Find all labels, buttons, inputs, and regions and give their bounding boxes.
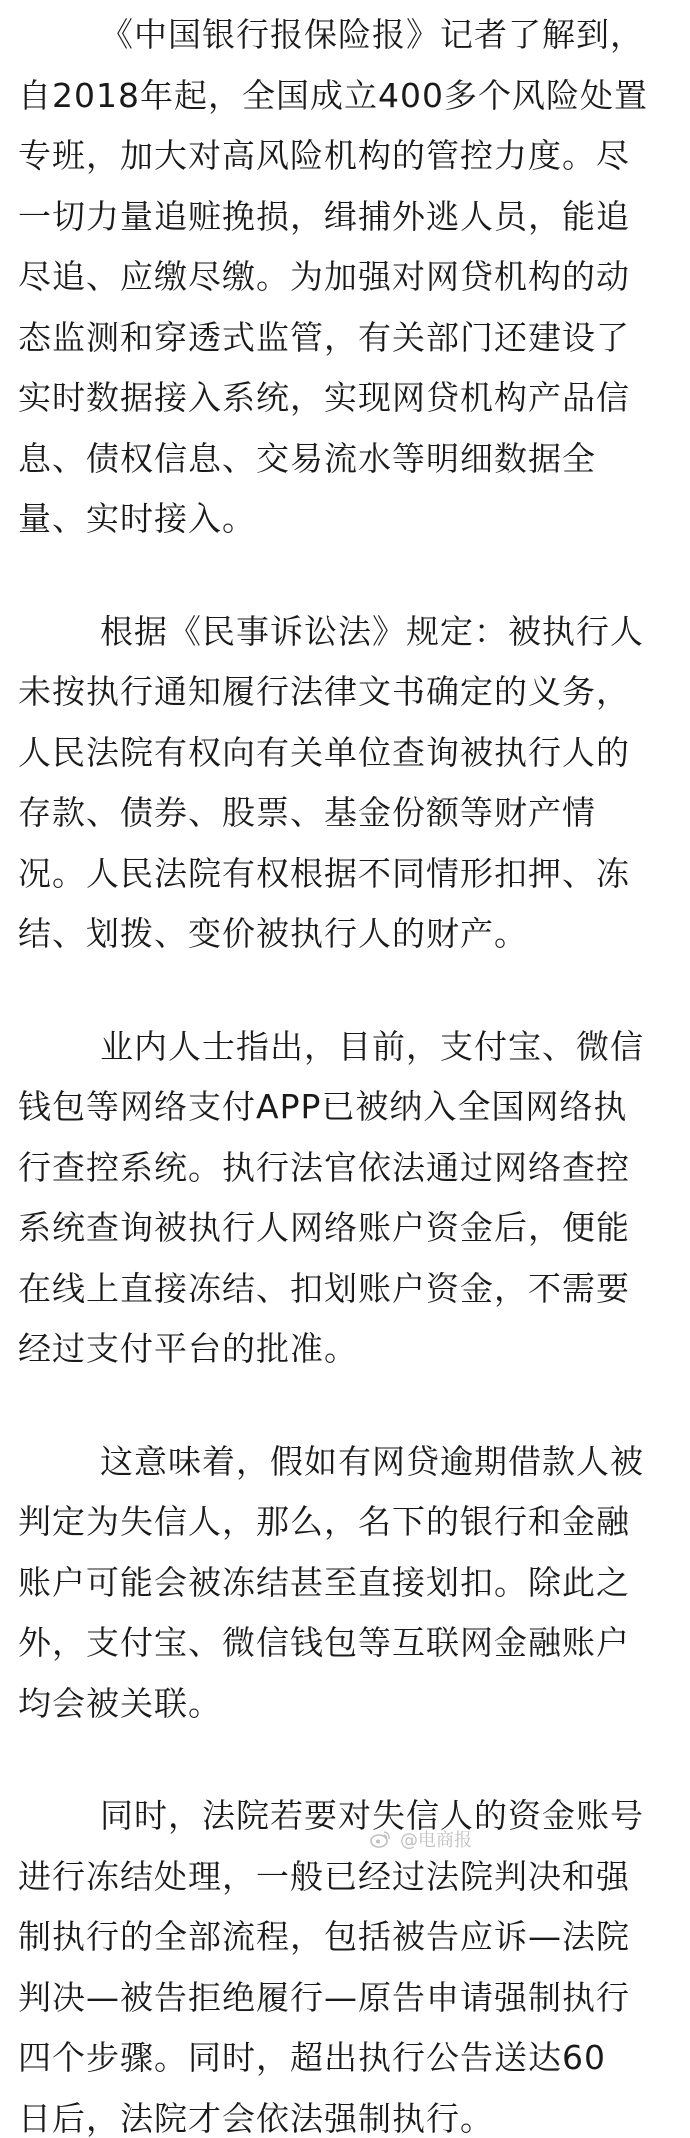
- text-line: 四个步骤。同时，超出执行公告送达60: [18, 2038, 606, 2077]
- text-line: 经过支付平台的批准。: [18, 1329, 358, 1368]
- text-line: 《中国银行报保险报》记者了解到，: [100, 15, 644, 54]
- text-line: 制执行的全部流程，包括被告应诉—法院: [18, 1917, 630, 1956]
- text-line: 外，支付宝、微信钱包等互联网金融账户: [18, 1623, 630, 1662]
- text-line: 人民法院有权向有关单位查询被执行人的: [18, 733, 630, 772]
- text-line: 自2018年起，全国成立400多个风险处置: [18, 76, 648, 115]
- text-line: 日后，法院才会依法强制执行。: [18, 2099, 494, 2138]
- text-line: 进行冻结处理，一般已经过法院判决和强: [18, 1857, 630, 1896]
- text-line: 态监测和穿透式监管，有关部门还建设了: [18, 318, 630, 357]
- text-line: 均会被关联。: [18, 1684, 222, 1723]
- text-line: 一切力量追赃挽损，缉捕外逃人员，能追: [18, 197, 630, 236]
- text-line: 判决—被告拒绝履行—原告申请强制执行: [18, 1978, 630, 2017]
- text-line: 实时数据接入系统，实现网贷机构产品信: [18, 378, 630, 417]
- text-line: 况。人民法院有权根据不同情形扣押、冻: [18, 854, 630, 893]
- text-line: 尽追、应缴尽缴。为加强对网贷机构的动: [18, 257, 630, 296]
- text-line: 息、债权信息、交易流水等明细数据全: [18, 439, 596, 478]
- text-line: 量、实时接入。: [18, 499, 256, 538]
- text-line: 存款、债券、股票、基金份额等财产情: [18, 793, 596, 832]
- text-line: 业内人士指出，目前，支付宝、微信: [100, 1027, 644, 1066]
- text-line: 账户可能会被冻结甚至直接划扣。除此之: [18, 1563, 630, 1602]
- text-line: 未按执行通知履行法律文书确定的义务，: [18, 672, 630, 711]
- text-line: 行查控系统。执行法官依法通过网络查控: [18, 1148, 630, 1187]
- weibo-icon: [370, 1830, 392, 1848]
- text-line: 钱包等网络支付APP已被纳入全国网络执: [18, 1087, 628, 1126]
- watermark: [370, 1826, 472, 1852]
- text-line: 这意味着，假如有网贷逾期借款人被: [100, 1442, 644, 1481]
- text-line: 判定为失信人，那么，名下的银行和金融: [18, 1502, 630, 1541]
- text-line: 专班，加大对高风险机构的管控力度。尽: [18, 136, 630, 175]
- text-line: 同时，法院若要对失信人的资金账号: [100, 1796, 644, 1835]
- text-line: 系统查询被执行人网络账户资金后，便能: [18, 1208, 630, 1247]
- text-line: 在线上直接冻结、扣划账户资金，不需要: [18, 1269, 630, 1308]
- text-line: 结、划拨、变价被执行人的财产。: [18, 914, 528, 953]
- watermark-text: @电商报: [400, 1830, 472, 1851]
- text-line: 根据《民事诉讼法》规定：被执行人: [100, 612, 644, 651]
